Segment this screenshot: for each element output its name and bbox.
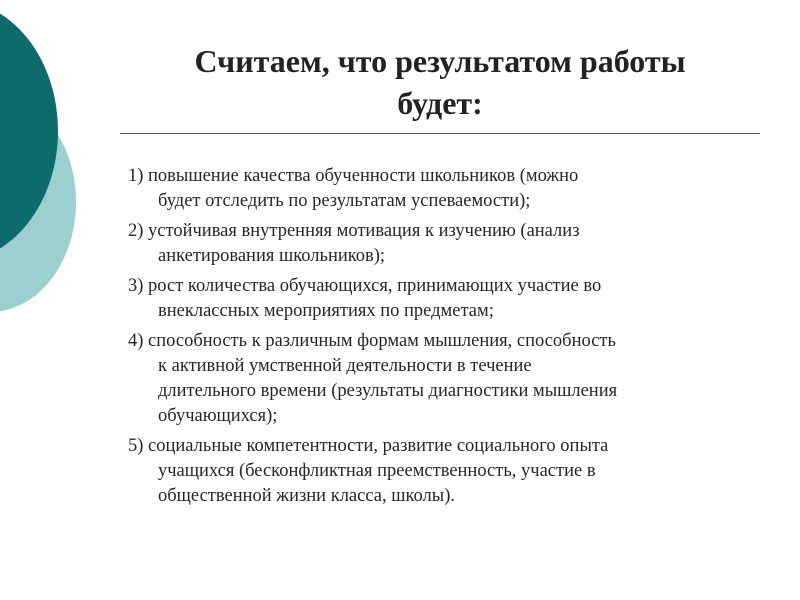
list-item-4-line-1: 4) способность к различным формам мышления, способность [128, 331, 616, 351]
list-item-2-line-2: анкетирования школьников); [158, 246, 386, 266]
list-item-1-line-1: 1) повышение качества обученности школьников (можно [128, 166, 579, 186]
list-item-5 [128, 434, 758, 509]
list-item-3-line-1: 3) рост количества обучающихся, принимающих участие во [128, 276, 602, 296]
results-list [128, 164, 758, 514]
list-item-2-line-1: 2) устойчивая внутренняя мотивация к изучению (анализ [128, 221, 580, 241]
title-line-2: будет: [397, 85, 483, 121]
list-item-4 [128, 329, 758, 429]
list-item-1 [128, 164, 758, 214]
list-item-4-line-4: обучающихся); [158, 406, 278, 426]
list-item-2 [128, 219, 758, 269]
list-item-4-line-2: к активной умственной деятельности в течение [158, 356, 532, 376]
list-item-5-line-3: общественной жизни класса, школы). [158, 486, 455, 506]
slide-title [110, 40, 770, 124]
list-item-3-line-2: внеклассных мероприятиях по предметам; [158, 301, 494, 321]
title-divider [120, 133, 760, 134]
list-item-5-line-1: 5) социальные компетентности, развитие социального опыта [128, 436, 609, 456]
list-item-5-line-2: учащихся (бесконфликтная преемственность, участие в [158, 461, 596, 481]
title-line-1: Считаем, что результатом работы [194, 43, 686, 79]
list-item-3 [128, 274, 758, 324]
list-item-1-line-2: будет отследить по результатам успеваемости); [158, 191, 531, 211]
list-item-4-line-3: длительного времени (результаты диагностики мышления [158, 381, 618, 401]
